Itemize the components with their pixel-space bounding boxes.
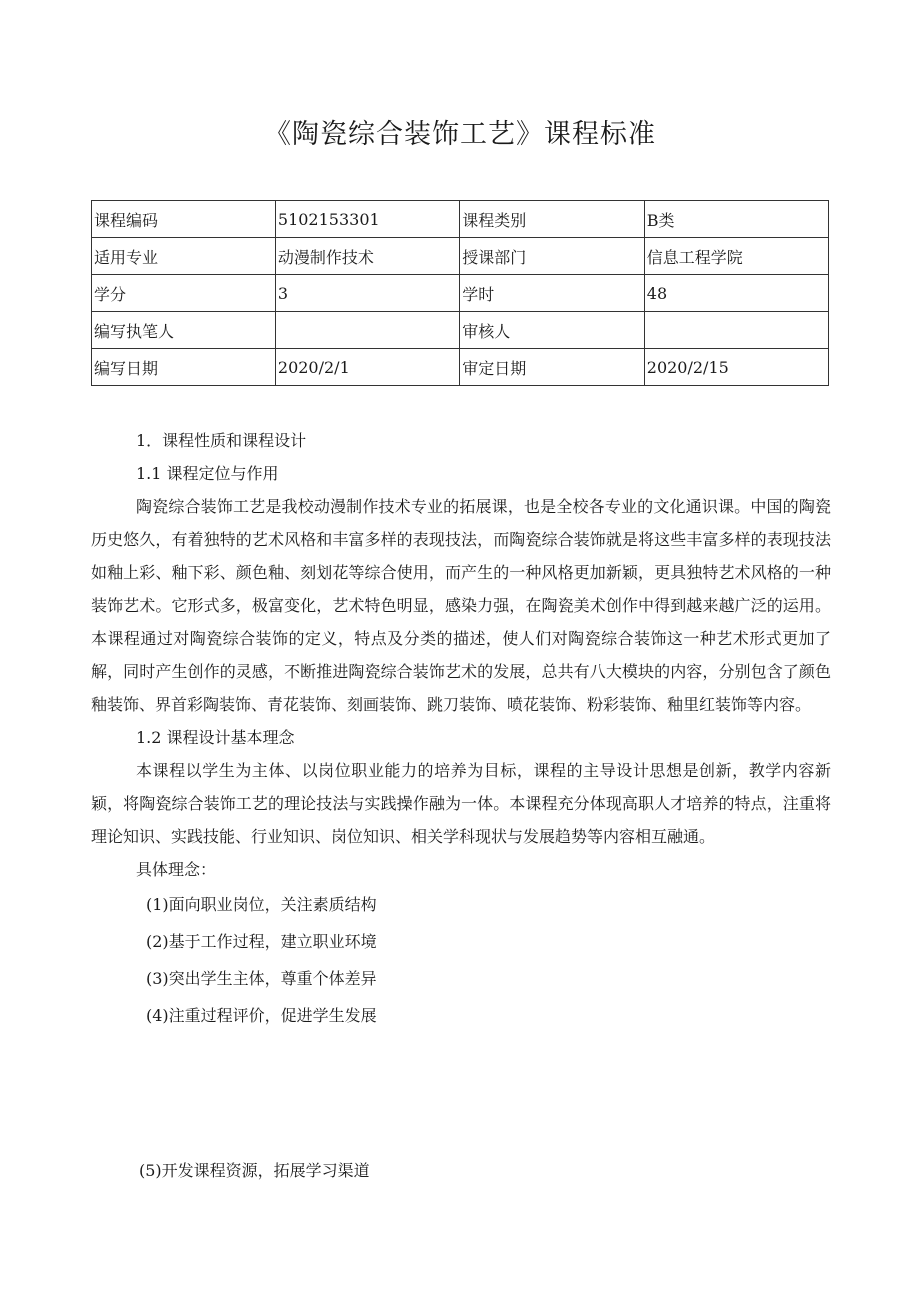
table-cell: 动漫制作技术 (275, 238, 459, 275)
document-body (91, 424, 831, 1034)
table-cell: 编写执笔人 (92, 312, 276, 349)
table-cell: 2020/2/1 (275, 349, 459, 386)
table-cell: 3 (275, 275, 459, 312)
table-cell: 48 (644, 275, 828, 312)
table-cell (644, 312, 828, 349)
table-cell (275, 312, 459, 349)
table-cell: 授课部门 (460, 238, 645, 275)
subsection-heading: 1.2 课程设计基本理念 (136, 728, 295, 747)
table-cell: 审核人 (460, 312, 645, 349)
list-item: (1)面向职业岗位，关注素质结构 (146, 895, 377, 914)
list-item: (4)注重过程评价，促进学生发展 (146, 1006, 377, 1025)
table-row (92, 201, 829, 238)
document-title: 《陶瓷综合装饰工艺》课程标准 (264, 119, 656, 150)
concept-label: 具体理念： (136, 860, 217, 879)
table-cell: 课程编码 (92, 201, 276, 238)
table-row (92, 238, 829, 275)
section-heading: 1．课程性质和课程设计 (136, 431, 307, 450)
table-row (92, 275, 829, 312)
list-item: (3)突出学生主体，尊重个体差异 (146, 969, 377, 988)
table-cell: 审定日期 (460, 349, 645, 386)
table-row (92, 312, 829, 349)
table-row (92, 349, 829, 386)
list-item: (2)基于工作过程，建立职业环境 (146, 932, 377, 951)
table-cell: 适用专业 (92, 238, 276, 275)
table-cell: 编写日期 (92, 349, 276, 386)
table-cell: 学时 (460, 275, 645, 312)
paragraph: 陶瓷综合装饰工艺是我校动漫制作技术专业的拓展课，也是全校各专业的文化通识课。中国的陶瓷历史悠久，有着独特的艺术风格和丰富多样的表现技法，而陶瓷综合装饰就是将这些丰富多样的表现技法如釉上彩、釉下彩、颜色釉、刻划花等综合使用，而产生的一种风格更加新颖，更具独特艺术风格的一种装饰艺术。它形式多，极富变化，艺术特色明显，感染力强，在陶瓷美术创作中得到越来越广泛的运用。本课程通过对陶瓷综合装饰的定义，特点及分类的描述，使人们对陶瓷综合装饰这一种艺术形式更加了解，同时产生创作的灵感，不断推进陶瓷综合装饰艺术的发展，总共有八大模块的内容，分别包含了颜色釉装饰、界首彩陶装饰、青花装饰、刻画装饰、跳刀装饰、喷花装饰、粉彩装饰、釉里红装饰等内容。 (91, 497, 831, 714)
table-cell: B类 (644, 201, 828, 238)
table-cell: 2020/2/15 (644, 349, 828, 386)
subsection-heading: 1.1 课程定位与作用 (136, 464, 279, 483)
table-cell: 学分 (92, 275, 276, 312)
paragraph: 本课程以学生为主体、以岗位职业能力的培养为目标，课程的主导设计思想是创新，教学内容新颖，将陶瓷综合装饰工艺的理论技法与实践操作融为一体。本课程充分体现高职人才培养的特点，注重将理论知识、实践技能、行业知识、岗位知识、相关学科现状与发展趋势等内容相互融通。 (91, 761, 831, 846)
table-cell: 课程类别 (460, 201, 645, 238)
list-item: (5)开发课程资源，拓展学习渠道 (139, 1161, 370, 1180)
course-info-table (91, 200, 829, 386)
table-cell: 信息工程学院 (644, 238, 828, 275)
table-cell: 5102153301 (275, 201, 459, 238)
